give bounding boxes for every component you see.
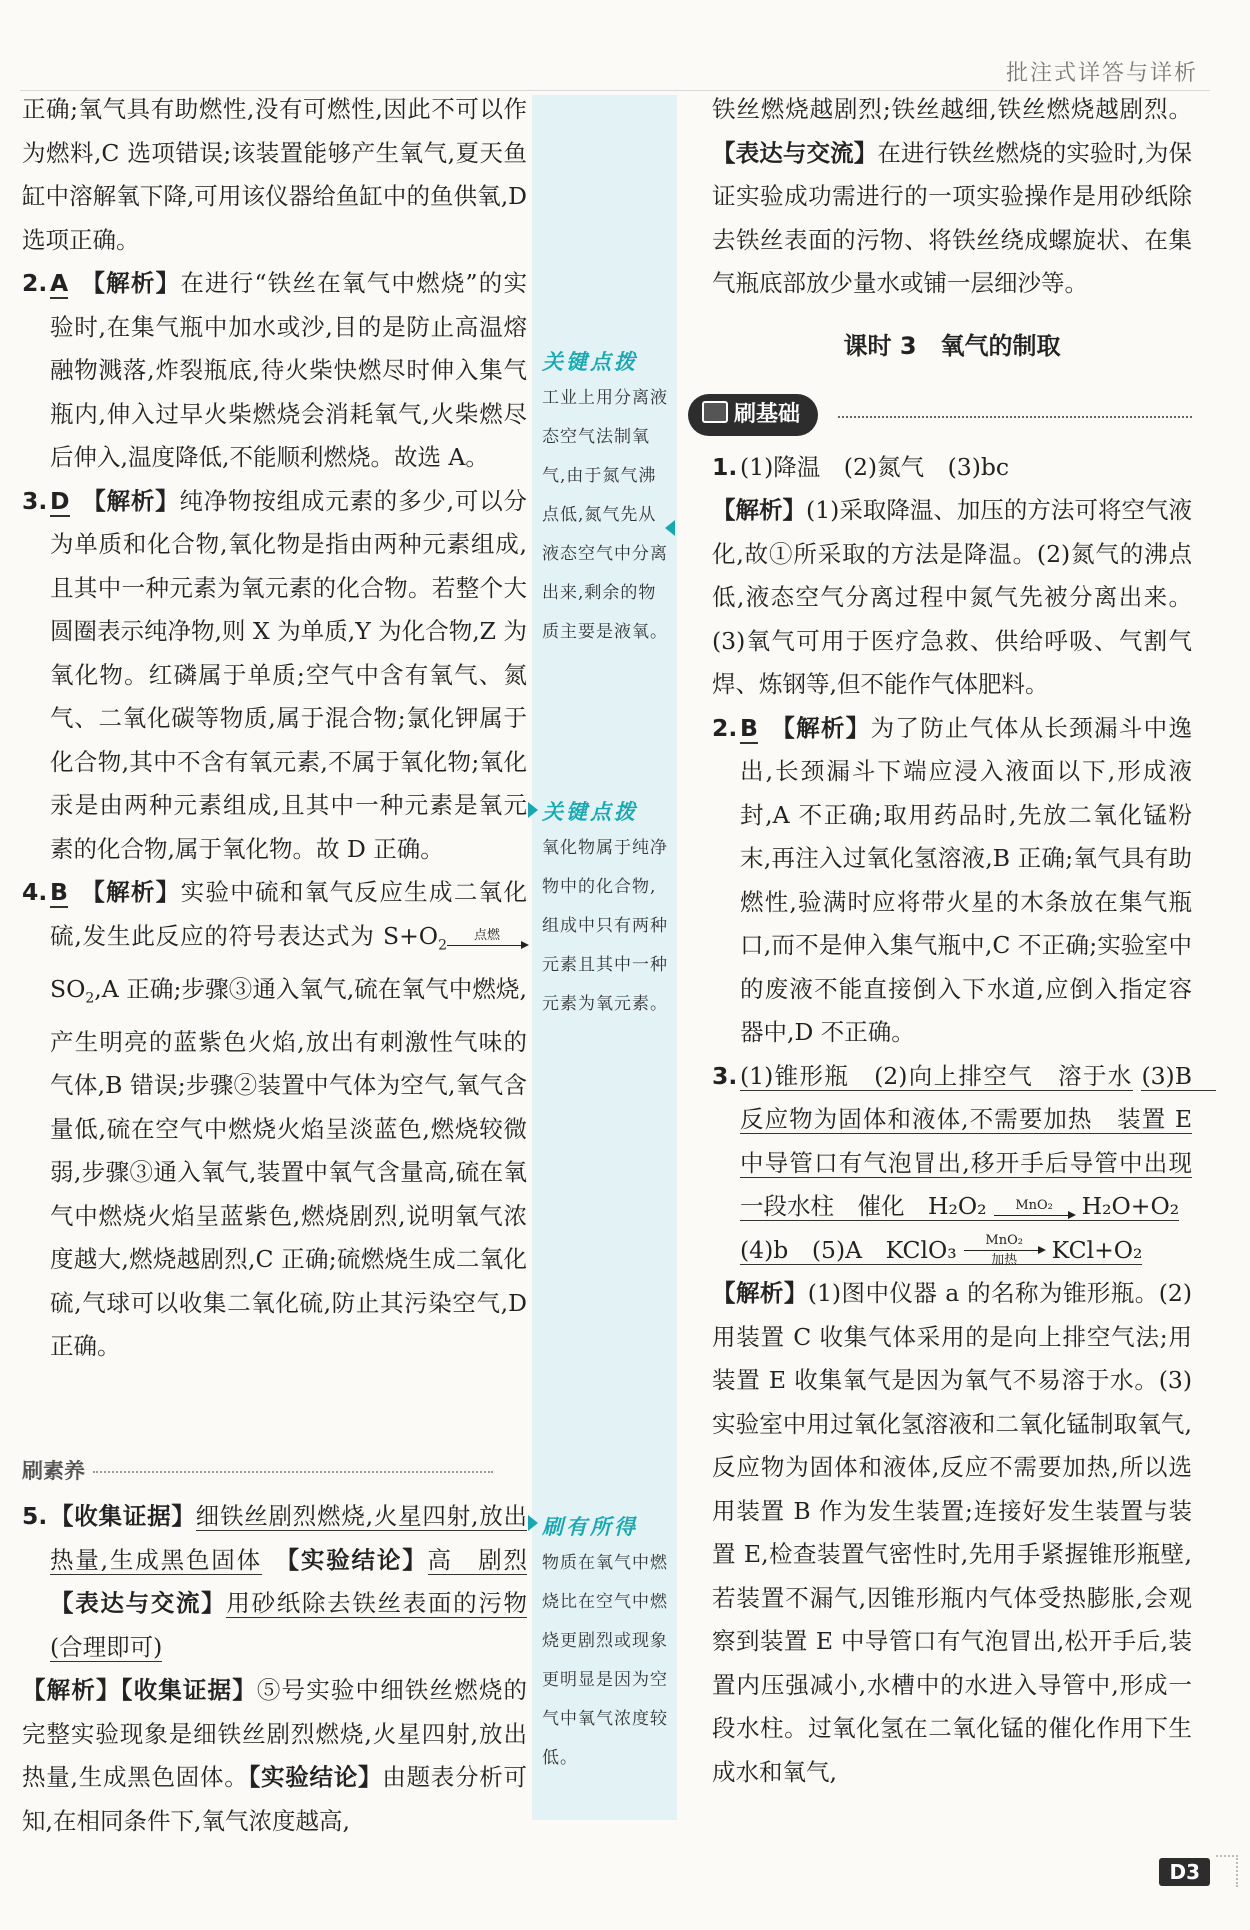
question-r1-analysis: 【解析】(1)采取降温、加压的方法可将空气液化,故①所采取的方法是降温。(2)氮气的沸点低,液态空气分离过程中氮气先被分离出来。(3)氧气可用于医疗急救、供给呼吸、气割气焊、炼钢等,但不能作气体肥料。 [712, 496, 1192, 698]
tip-box [542, 1510, 674, 1778]
left-column [22, 88, 527, 1369]
question-r3-analysis: 【解析】(1)图中仪器 a 的名称为锥形瓶。(2)用装置 C 收集气体采用的是向上排空气法;用装置 E 收集氧气是因为氧气不易溶于水。(3)实验室中用过氧化氢溶液和二氧化锰制取氧气,反应物为固体和液体,反应不需要加热,所以选用装置 B 作为发生装置;连接好发生装置与装置 E,检查装置气密性时,先用手紧握锥形瓶壁,若装置不漏气,因锥形瓶内气体受热膨胀,会观察到装置 E 中导管口有气泡冒出,松开手后,装置内压强减小,水槽中的水进入导管中,形成一段水柱。过氧化氢在二氧化锰的催化作用下生成水和氧气, [712, 1279, 1193, 1786]
tip-title: 刷有所得 [542, 1515, 638, 1539]
right-intro: 铁丝燃烧越剧烈;铁丝越细,铁丝燃烧越剧烈。【表达与交流】在进行铁丝燃烧的实验时,为保证实验成功需进行的一项实验操作是用砂纸除去铁丝表面的污物、将铁丝绕成螺旋状、在集气瓶底部放少量水或铺一层细沙等。 [712, 95, 1192, 297]
book-icon [702, 401, 728, 423]
answer: (1)降温 (2)氮气 (3)bc [740, 452, 1010, 481]
section-label: 刷素养 [22, 1455, 527, 1485]
question-r2: 2. B 【解析】为了防止气体从长颈漏斗中逸出,长颈漏斗下端应浸入液面以下,形成液封,A 不正确;取用药品时,先放二氧化锰粉末,再注入过氧化氢溶液,B 正确;氧气具有助燃性,验满时应将带火星的木条放在集气瓶口,而不是伸入集气瓶中,C 不正确;实验室中的废液不能直接倒入下水道,应倒入指定容器中,D 不正确。 [712, 707, 1192, 1055]
answer: B [50, 878, 68, 906]
tip-body: 物质在氧气中燃烧比在空气中燃烧更剧烈或现象更明显是因为空气中氧气浓度较低。 [542, 1553, 668, 1768]
question-5-analysis: 【解析】【收集证据】⑤号实验中细铁丝燃烧的完整实验现象是细铁丝剧烈燃烧,火星四射,放出热量,生成黑色固体。【实验结论】由题表分析可知,在相同条件下,氧气浓度越高, [22, 1676, 528, 1835]
reaction-arrow: 点燃 [447, 929, 527, 946]
analysis-text: 在进行“铁丝在氧气中燃烧”的实验时,在集气瓶中加水或沙,目的是防止高温熔融物溅落,炸裂瓶底,待火柴快燃尽时伸入集气瓶内,伸入过早火柴燃烧会消耗氧气,火柴燃尽后伸入,温度降低,不能顺利燃烧。故选 A。 [50, 269, 528, 471]
section-badge: 刷基础 [688, 394, 818, 436]
analysis-text: 纯净物按组成元素的多少,可以分为单质和化合物,氧化物是指由两种元素组成,且其中一种元素为氧元素的化合物。若整个大圆圈表示纯净物,则 X 为单质,Y 为化合物,Z 为氧化物。红磷属于单质;空气中含有氧气、氮气、二氧化碳等物质,属于混合物;氯化钾属于化合物,其中不含有氧元素,不属于氧化物;氧化汞是由两种元素组成,且其中一种元素是氧元素的化合物,属于氧化物。故 D 正确。 [50, 486, 527, 863]
left-intro: 正确;氧气具有助燃性,没有可燃性,因此不可以作为燃料,C 选项错误;该装置能够产生氧气,夏天鱼缸中溶解氧下降,可用该仪器给鱼缸中的鱼供氧,D 选项正确。 [22, 95, 527, 254]
answer-conclusion: 高 剧烈 [427, 1545, 528, 1574]
question-number: 2. [712, 713, 738, 742]
tip-body: 工业上用分离液态空气法制氧气,由于氮气沸点低,氮气先从液态空气中分离出来,剩余的物质主要是液氧。 [542, 388, 668, 642]
question-number: 3. [22, 486, 48, 515]
tip-pointer-icon [528, 802, 538, 818]
tip-pointer-icon [528, 1515, 538, 1531]
answer-expression: 用砂纸除去铁丝表面的污物(合理即可) [50, 1589, 528, 1661]
question-number: 2. [22, 269, 48, 297]
question-4: 4. B 【解析】实验中硫和氧气反应生成二氧化硫,发生此反应的符号表达式为 $S+O_2$点燃 $SO_2,A$ 正确;步骤③通入氧气,硫在氧气中燃烧,产生明亮的蓝紫色火焰,放出有刺激性气味的气体,B 错误;步骤②装置中气体为空气,氧气含量低,硫在空气中燃烧火焰呈淡蓝色,燃烧较微弱,步骤③通入氧气,装置中氧气含量高,硫在氧气中燃烧火焰呈蓝紫色,燃烧剧烈,说明氧气浓度越大,燃烧越剧烈,C 正确;硫燃烧生成二氧化硫,气球可以收集二氧化硫,防止其污染空气,D 正确。 [22, 871, 527, 1369]
question-number: 1. [712, 452, 738, 481]
dotted-rule [838, 416, 1192, 418]
reaction-arrow: MnO₂ [994, 1199, 1074, 1216]
question-number: 5. [22, 1502, 48, 1530]
tip-box [542, 795, 674, 1024]
page-number: D3 [1159, 1858, 1210, 1886]
answer: D [50, 486, 70, 515]
question-number: 4. [22, 878, 48, 906]
reaction-arrow: MnO₂ 加热 [964, 1234, 1044, 1268]
tip-body: 氧化物属于纯净物中的化合物,组成中只有两种元素且其中一种元素为氧元素。 [542, 838, 668, 1014]
analysis-tag: 【解析】 [81, 486, 180, 515]
answer: B [740, 713, 758, 742]
tip-title: 关键点拨 [542, 350, 638, 374]
question-r3 [712, 1055, 1216, 1273]
tip-box [542, 345, 674, 652]
question-2 [22, 262, 527, 480]
answer-part-2: (3)B 反应物为固体和液体,不需要加热 装置 E 中导管口有气泡冒出,移开手后导管中出现一段水柱 催化 H₂O₂ MnO₂ H₂O+O₂ [740, 1061, 1216, 1220]
question-3 [22, 480, 527, 872]
analysis-tag: 【解析】 [79, 878, 181, 906]
answer-part-1: (1)锥形瓶 (2)向上排空气 溶于水 [740, 1061, 1133, 1090]
running-title: 批注式详答与详析 [1005, 61, 1198, 86]
lesson-title: 课时 3 氧气的制取 [843, 331, 1061, 360]
analysis-text: 实验中硫和氧气反应生成二氧化硫,发生此反应的符号表达式为 S+O [50, 878, 528, 950]
tip-pointer-icon [665, 520, 675, 536]
answer-collect-evidence: 细铁丝剧烈燃烧,火星四射,放出热量,生成黑色固体 [50, 1502, 527, 1574]
left-column-lower [22, 1495, 527, 1843]
corner-mark [1216, 1855, 1238, 1887]
analysis-tag: 【解析】 [80, 269, 181, 297]
question-r1 [712, 446, 1192, 490]
tip-title: 关键点拨 [542, 800, 638, 824]
question-number: 3. [712, 1061, 738, 1090]
right-column [712, 88, 1216, 1794]
section-badge-row [688, 392, 1192, 440]
answer: A [50, 269, 69, 297]
question-5: 5. 【收集证据】细铁丝剧烈燃烧,火星四射,放出热量,生成黑色固体 【实验结论】高 剧烈 【表达与交流】用砂纸除去铁丝表面的污物(合理即可) [22, 1495, 527, 1669]
answer-part-3: (4)b (5)A KClO₃ MnO₂ 加热 KCl+O₂ [740, 1233, 1143, 1268]
